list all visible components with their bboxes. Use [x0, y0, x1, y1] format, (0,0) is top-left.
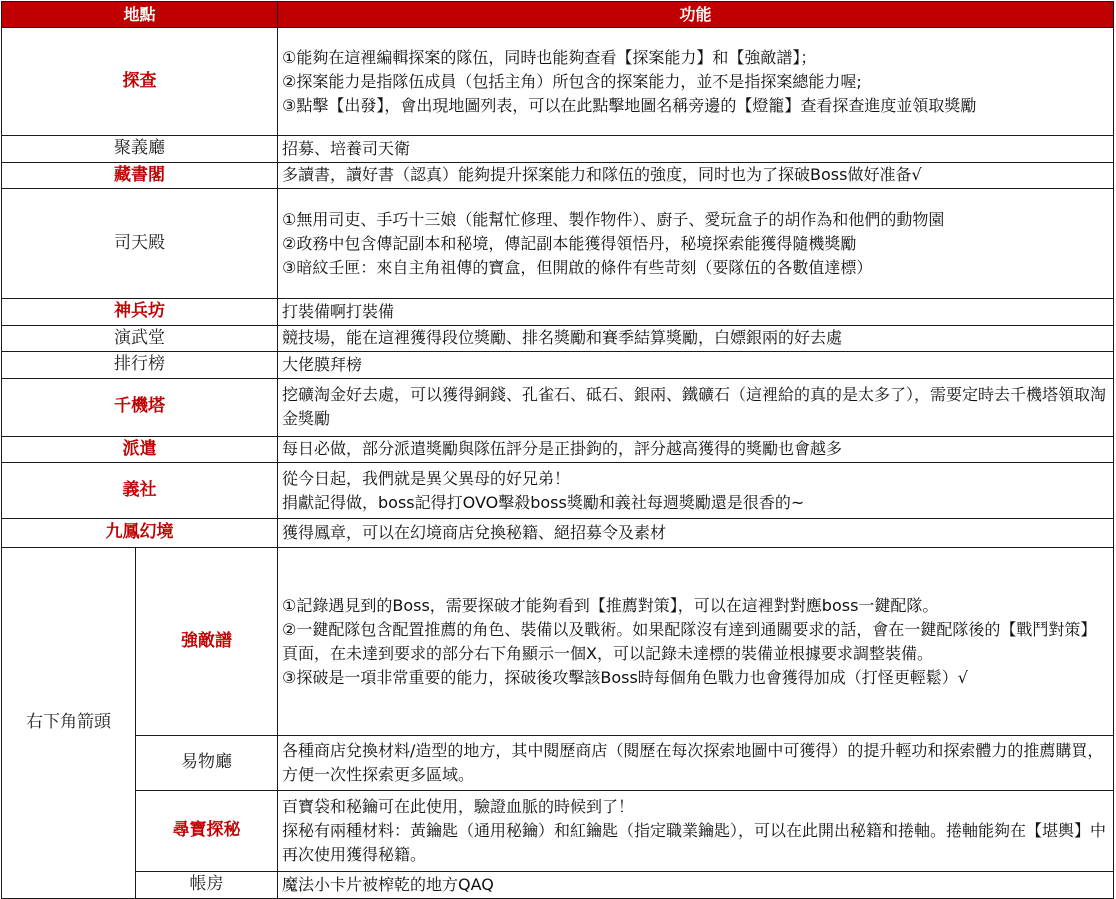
function-line: ①能夠在這裡編輯探案的隊伍，同時也能夠查看【探案能力】和【強敵譜】；: [282, 47, 817, 67]
location-cell: 探查: [2, 28, 278, 136]
function-cell: [278, 28, 1114, 136]
table-row: [2, 136, 1114, 163]
location-cell: 演武堂: [2, 325, 278, 352]
function-cell: [278, 325, 1114, 352]
function-line: ③探破是一項非常重要的能力，探破後攻擊該Boss時每個角色戰力也會獲得加成（打怪更輕鬆）√: [282, 667, 968, 687]
function-line: 打裝備啊打裝備: [282, 301, 395, 321]
location-cell: 神兵坊: [2, 299, 278, 326]
group-label-cell: 右下角箭頭: [2, 548, 136, 899]
table-row: [2, 872, 1114, 899]
function-line: 招募、培養司天衛: [282, 138, 411, 158]
location-cell: 千機塔: [2, 378, 278, 436]
function-line: 每日必做，部分派遣獎勵與隊伍評分是正掛鉤的，評分越高獲得的獎勵也會越多: [282, 439, 843, 459]
function-line: 百寶袋和秘鑰可在此使用，驗證血脈的時候到了！: [282, 797, 635, 816]
table-row: [2, 436, 1114, 463]
location-cell: 藏書閣: [2, 162, 278, 189]
table-row: [2, 791, 1114, 872]
function-cell: [278, 378, 1114, 436]
function-line: 魔法小卡片被榨乾的地方QAQ: [282, 875, 494, 894]
table-row: [2, 352, 1114, 379]
location-cell: 九鳳幻境: [2, 519, 278, 548]
table-row: [2, 189, 1114, 299]
function-line: ①無用司吏、手巧十三娘（能幫忙修理、製作物件）、廚子、愛玩盒子的胡作為和他們的動物園: [282, 209, 945, 229]
location-cell: 易物廳: [136, 736, 278, 791]
function-line: ②一鍵配隊包含配置推薦的角色、裝備以及戰術。如果配隊沒有達到通關要求的話，會在一鍵配隊後的【戰鬥對策】頁面，在未達到要求的部分右下角顯示一個X，可以記錄未達標的裝備並根據要求調整裝備。: [282, 619, 1097, 663]
location-cell: 司天殿: [2, 189, 278, 299]
header-location: 地點: [2, 2, 278, 28]
table-row: [2, 548, 1114, 736]
header-function: 功能: [278, 2, 1114, 28]
function-line: ②探案能力是指隊伍成員（包括主角）所包含的探案能力，並不是指探案總能力喔;: [282, 71, 862, 91]
table-row: [2, 325, 1114, 352]
function-line: 挖礦淘金好去處，可以獲得銅錢、孔雀石、砥石、銀兩、鐵礦石（這裡給的真的是太多了），需要定時去千機塔領取淘金獎勵: [282, 385, 1107, 428]
table-row: [2, 736, 1114, 791]
function-cell: [278, 736, 1114, 791]
function-line: 各種商店兌換材料/造型的地方，其中閱歷商店（閱歷在每次探索地圖中可獲得）的提升輕功和探索體力的推薦購買，方便一次性探索更多區域。: [282, 741, 1104, 784]
location-cell: 聚義廳: [2, 136, 278, 163]
table-row: [2, 378, 1114, 436]
table-row: [2, 519, 1114, 548]
function-line: ①記錄遇見到的Boss，需要探破才能夠看到【推薦對策】，可以在這裡對對應boss一鍵配隊。: [282, 595, 939, 615]
function-line: 多讀書，讀好書（認真）能夠提升探案能力和隊伍的強度，同时也为了探破Boss做好准备√: [282, 165, 922, 185]
function-cell: [278, 299, 1114, 326]
function-line: ②政務中包含傳記副本和秘境，傳記副本能獲得領悟丹，秘境探索能獲得隨機獎勵: [282, 233, 857, 253]
function-cell: [278, 162, 1114, 189]
location-cell: 派遣: [2, 436, 278, 463]
function-cell: [278, 791, 1114, 872]
location-cell: 排行榜: [2, 352, 278, 379]
location-cell: 義社: [2, 463, 278, 519]
table-row: [2, 463, 1114, 519]
function-cell: [278, 872, 1114, 899]
function-line: 競技場，能在這裡獲得段位獎勵、排名獎勵和賽季結算獎勵，白嫖銀兩的好去處: [282, 328, 843, 348]
function-line: 從今日起，我們就是異父異母的好兄弟！: [282, 468, 571, 488]
table-row: [2, 299, 1114, 326]
location-function-table: [1, 1, 1114, 899]
function-cell: [278, 436, 1114, 463]
function-line: 探秘有兩種材料：黃鑰匙（通用秘鑰）和紅鑰匙（指定職業鑰匙），可以在此開出秘籍和捲軸。捲軸能夠在【堪輿】中再次使用獲得秘籍。: [282, 821, 1107, 864]
function-cell: [278, 352, 1114, 379]
function-line: ③點擊【出發】，會出現地圖列表，可以在此點擊地圖名稱旁邊的【燈籠】查看探查進度並領取獎勵: [282, 95, 977, 115]
function-cell: [278, 463, 1114, 519]
function-cell: [278, 519, 1114, 548]
table-row: [2, 28, 1114, 136]
location-cell: 帳房: [136, 872, 278, 899]
function-line: ③暗紋壬匣：來自主角祖傳的寶盒，但開啟的條件有些苛刻（要隊伍的各數值達標）: [282, 257, 873, 277]
function-cell: [278, 189, 1114, 299]
location-cell: 尋寶探秘: [136, 791, 278, 872]
table-row: [2, 162, 1114, 189]
function-cell: [278, 548, 1114, 736]
function-cell: [278, 136, 1114, 163]
function-line: 捐獻記得做，boss記得打OVO擊殺boss獎勵和義社每週獎勵還是很香的~: [282, 492, 805, 512]
function-line: 獲得鳳章，可以在幻境商店兌換秘籍、絕招募令及素材: [282, 523, 667, 542]
location-cell: 強敵譜: [136, 548, 278, 736]
header-row: [2, 2, 1114, 28]
function-line: 大佬膜拜榜: [282, 354, 363, 374]
